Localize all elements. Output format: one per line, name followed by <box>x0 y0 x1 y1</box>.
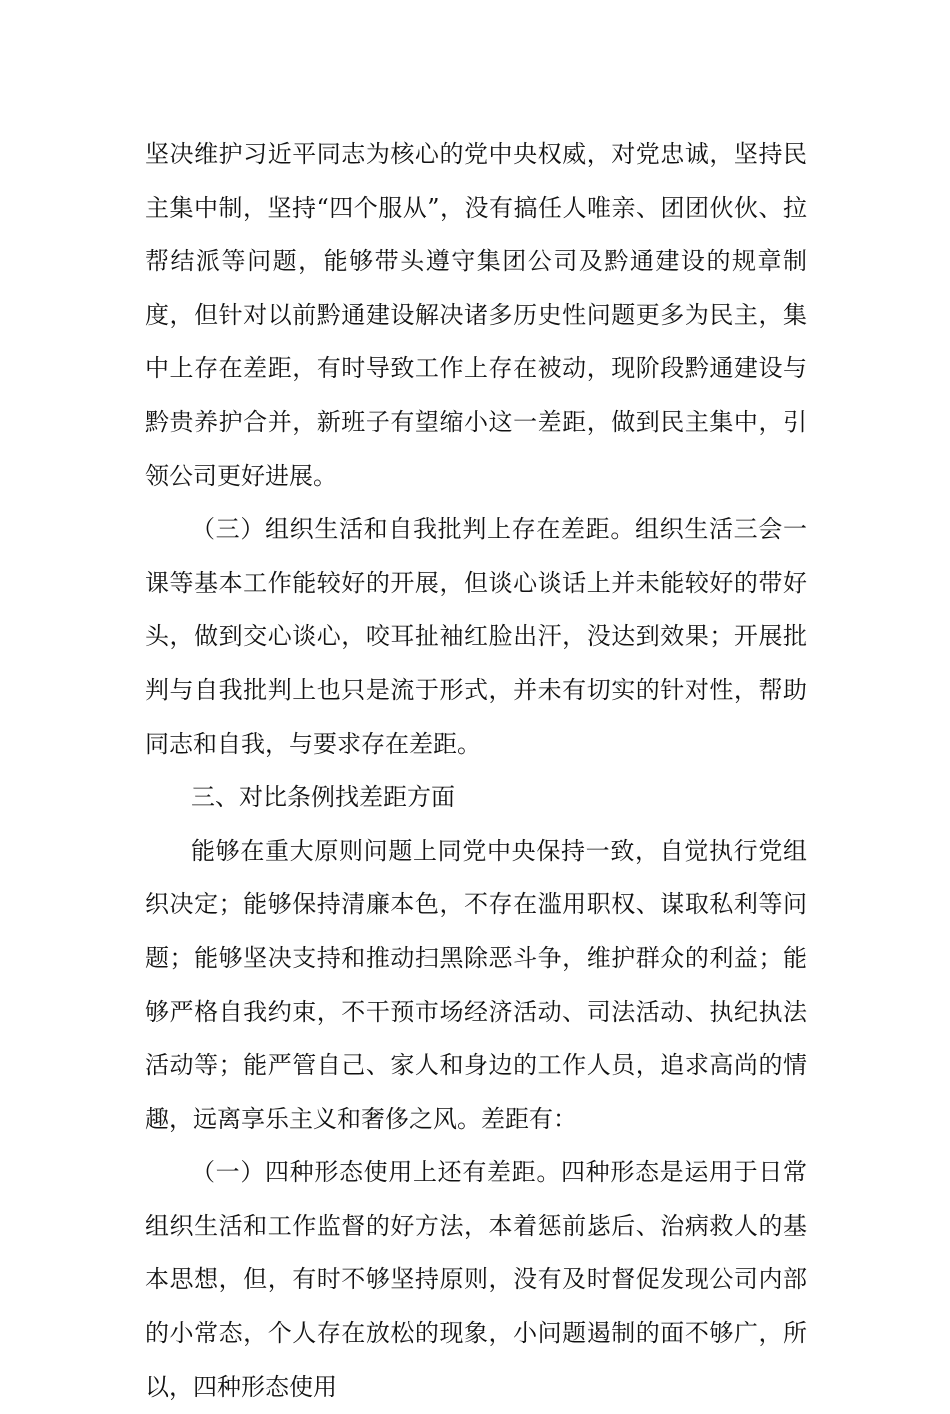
paragraph-organizational-life: （三）组织生活和自我批判上存在差距。组织生活三会一课等基本工作能较好的开展，但谈心谈话上并未能较好的带好头，做到交心谈心，咬耳扯袖红脸出汗，没达到效果；开展批判与自我批判上也只是流于形式，并未有切实的针对性，帮助同志和自我，与要求存在差距。 <box>145 515 807 758</box>
section-heading-compare-regulations: 三、对比条例找差距方面 <box>191 783 455 812</box>
paragraph-compliance-summary: 能够在重大原则问题上同党中央保持一致，自觉执行党组织决定；能够保持清廉本色，不存在滥用职权、谋取私利等问题；能够坚决支持和推动扫黑除恶斗争，维护群众的利益；能够严格自我约束，不干预市场经济活动、司法活动、执纪执法活动等；能严管自己、家人和身边的工作人员，追求高尚的情趣，远离享乐主义和奢侈之风。差距有： <box>145 836 807 1133</box>
document-body <box>145 128 807 1414</box>
paragraph-four-forms: （一）四种形态使用上还有差距。四种形态是运用于日常组织生活和工作监督的好方法，本着惩前毖后、治病救人的基本思想，但，有时不够坚持原则，没有及时督促发现公司内部的小常态，个人存在放松的现象，小问题遏制的面不够广，所以，四种形态使用 <box>145 1158 807 1401</box>
paragraph-party-authority: 坚决维护习近平同志为核心的党中央权威，对党忠诚，坚持民主集中制，坚持“四个服从”，没有搞任人唯亲、团团伙伙、拉帮结派等问题，能够带头遵守集团公司及黔通建设的规章制度，但针对以前黔通建设解决诸多历史性问题更多为民主，集中上存在差距，有时导致工作上存在被动，现阶段黔通建设与黔贵养护合并，新班子有望缩小这一差距，做到民主集中，引领公司更好进展。 <box>145 140 807 490</box>
